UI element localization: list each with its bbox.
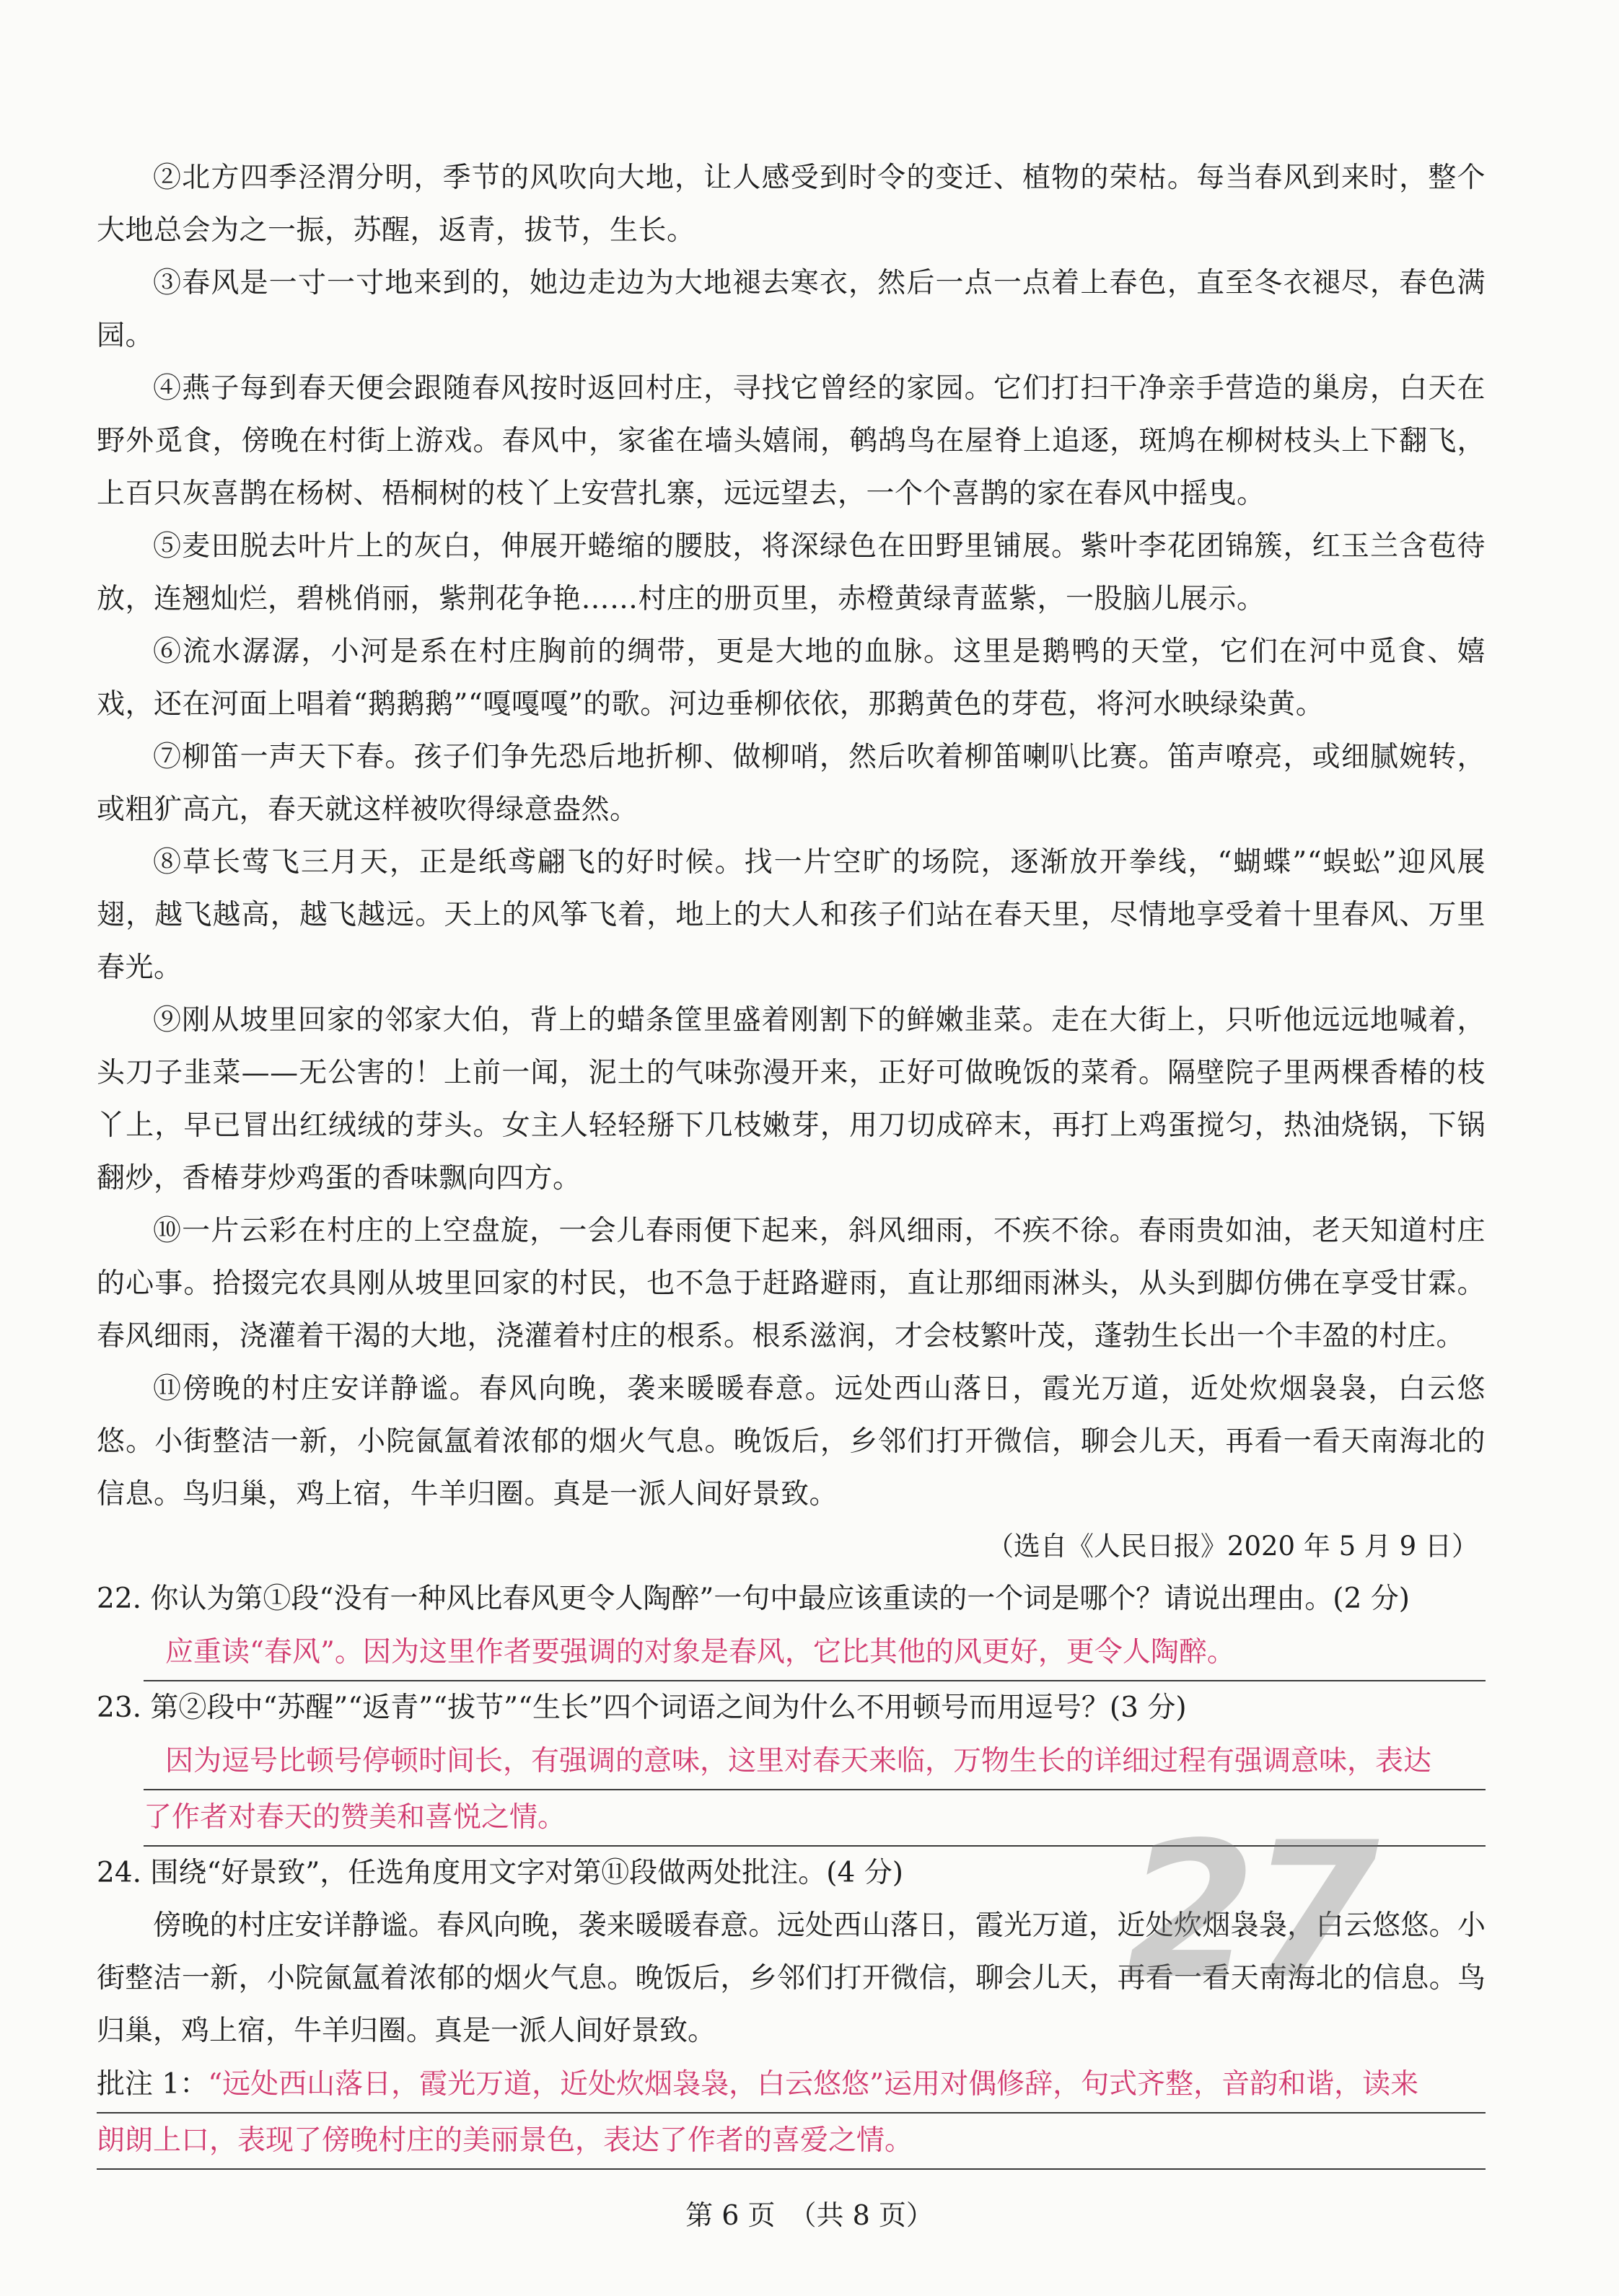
answer-23-line-2: 了作者对春天的赞美和喜悦之情。 [144,1790,1486,1847]
paragraph-3: ③春风是一寸一寸地来到的，她边走边为大地褪去寒衣，然后一点一点着上春色，直至冬衣褪尽，春色满园。 [97,267,1486,352]
annotation-1-line-2: 朗朗上口，表现了傍晚村庄的美丽景色，表达了作者的喜爱之情。 [97,2114,1486,2170]
answer-23-line-1: 因为逗号比顿号停顿时间长，有强调的意味，这里对春天来临，万物生长的详细过程有强调意味，表达 [144,1734,1486,1790]
paragraph-2: ②北方四季泾渭分明，季节的风吹向大地，让人感受到时令的变迁、植物的荣枯。每当春风到来时，整个大地总会为之一振，苏醒，返青，拔节，生长。 [97,162,1486,247]
quoted-paragraph-11: 傍晚的村庄安详静谧。春风向晚，袭来暖暖春意。远处西山落日，霞光万道，近处炊烟袅袅，白云悠悠。小街整洁一新，小院氤氲着浓郁的烟火气息。晚饭后，乡邻们打开微信，聊会儿天，再看一看天南海北的信息。鸟归巢，鸡上宿，牛羊归圈。真是一派人间好景致。 [97,1909,1486,2047]
paragraph-5: ⑤麦田脱去叶片上的灰白，伸展开蜷缩的腰肢，将深绿色在田野里铺展。紫叶李花团锦簇，红玉兰含苞待放，连翘灿烂，碧桃俏丽，紫荆花争艳……村庄的册页里，赤橙黄绿青蓝紫，一股脑儿展示。 [97,530,1486,615]
paragraph-11: ⑪傍晚的村庄安详静谧。春风向晚，袭来暖暖春意。远处西山落日，霞光万道，近处炊烟袅袅，白云悠悠。小街整洁一新，小院氤氲着浓郁的烟火气息。晚饭后，乡邻们打开微信，聊会儿天，再看一看天南海北的信息。鸟归巢，鸡上宿，牛羊归圈。真是一派人间好景致。 [97,1373,1486,1510]
annotation-1-label: 批注 1： [97,2068,209,2101]
question-23: 23. 第②段中“苏醒”“返青”“拔节”“生长”四个词语之间为什么不用顿号而用逗号？(3 分) [97,1692,1187,1724]
paragraph-6: ⑥流水潺潺，小河是系在村庄胸前的绸带，更是大地的血脉。这里是鹅鸭的天堂，它们在河中觅食、嬉戏，还在河面上唱着“鹅鹅鹅”“嘎嘎嘎”的歌。河边垂柳依依，那鹅黄色的芽苞，将河水映绿染黄。 [97,635,1486,721]
answer-22 [97,1625,1486,1681]
question-24: 24. 围绕“好景致”，任选角度用文字对第⑪段做两处批注。(4 分) [97,1857,903,1889]
annotation-1 [97,2057,1486,2170]
paragraph-7: ⑦柳笛一声天下春。孩子们争先恐后地折柳、做柳哨，然后吹着柳笛喇叭比赛。笛声嘹亮，或细腻婉转，或粗犷高亢，春天就这样被吹得绿意盎然。 [97,741,1486,826]
paragraph-4: ④燕子每到春天便会跟随春风按时返回村庄，寻找它曾经的家园。它们打扫干净亲手营造的巢房，白天在野外觅食，傍晚在村街上游戏。春风中，家雀在墙头嬉闹，鹌鸪鸟在屋脊上追逐，斑鸠在柳树枝头上下翻飞，上百只灰喜鹊在杨树、梧桐树的枝丫上安营扎寨，远远望去，一个个喜鹊的家在春风中摇曳。 [97,372,1486,510]
source-citation: （选自《人民日报》2020 年 5 月 9 日） [986,1531,1478,1562]
paragraph-10: ⑩一片云彩在村庄的上空盘旋，一会儿春雨便下起来，斜风细雨，不疾不徐。春雨贵如油，老天知道村庄的心事。拾掇完农具刚从坡里回家的村民，也不急于赶路避雨，直让那细雨淋头，从头到脚仿佛在享受甘霖。春风细雨，浇灌着干渴的大地，浇灌着村庄的根系。根系滋润，才会枝繁叶茂，蓬勃生长出一个丰盈的村庄。 [97,1215,1486,1352]
annotation-1-text-1: “远处西山落日，霞光万道，近处炊烟袅袅，白云悠悠”运用对偶修辞，句式齐整，音韵和谐，读来 [208,2068,1419,2101]
answer-22-line: 应重读“春风”。因为这里作者要强调的对象是春风，它比其他的风更好，更令人陶醉。 [144,1625,1486,1681]
page-footer: 第 6 页 （共 8 页） [685,2199,934,2231]
paragraph-8: ⑧草长莺飞三月天，正是纸鸢翩飞的好时候。找一片空旷的场院，逐渐放开拳线，“蝴蝶”“蜈蚣”迎风展翅，越飞越高，越飞越远。天上的风筝飞着，地上的大人和孩子们站在春天里，尽情地享受着十里春风、万里春光。 [97,846,1486,984]
page-number-stamp: 27 [1126,1803,1372,2020]
annotation-1-line-1 [97,2057,1486,2114]
question-22: 22. 你认为第①段“没有一种风比春风更令人陶醉”一句中最应该重读的一个词是哪个？请说出理由。(2 分) [97,1583,1410,1615]
paragraph-9: ⑨刚从坡里回家的邻家大伯，背上的蜡条筐里盛着刚割下的鲜嫩韭菜。走在大街上，只听他远远地喊着，头刀子韭菜——无公害的！上前一闻，泥土的气味弥漫开来，正好可做晚饭的菜肴。隔壁院子里两棵香椿的枝丫上，早已冒出红绒绒的芽头。女主人轻轻掰下几枝嫩芽，用刀切成碎末，再打上鸡蛋搅匀，热油烧锅，下锅翻炒，香椿芽炒鸡蛋的香味飘向四方。 [97,1004,1486,1195]
